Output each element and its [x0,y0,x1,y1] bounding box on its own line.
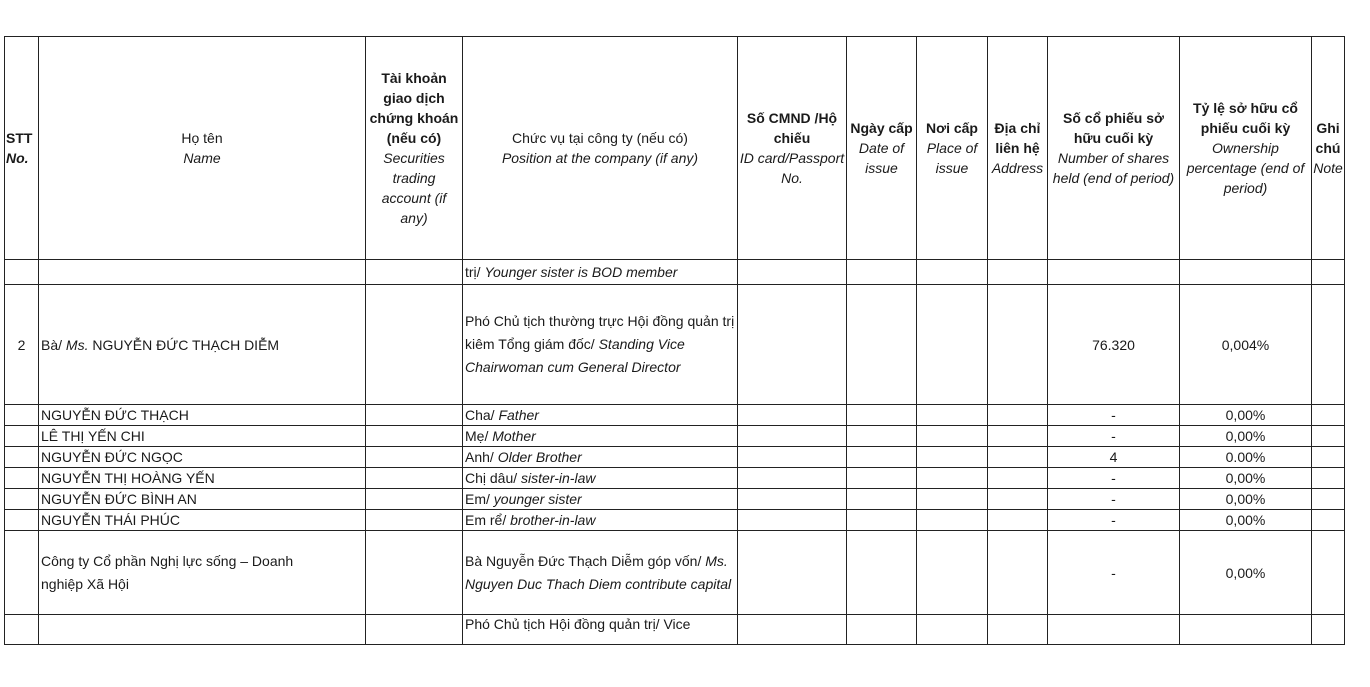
name-cell: LÊ THỊ YẾN CHI [39,426,366,447]
position-cell: Cha/ Father [463,405,738,426]
header-account: Tài khoản giao dịch chứng khoán (nếu có) Securities trading account (if any) [366,37,463,260]
shares-cell: - [1048,531,1180,615]
ratio-cell: 0.00% [1180,447,1312,468]
ratio-cell: 0,004% [1180,285,1312,405]
header-date: Ngày cấp Date of issue [847,37,917,260]
table-row [5,447,1345,468]
shares-cell: 76.320 [1048,285,1180,405]
ratio-cell: 0,00% [1180,468,1312,489]
table-row [5,531,1345,615]
table-row [5,260,1345,285]
name-cell: Công ty Cổ phần Nghị lực sống – Doanh nghiệp Xã Hội [39,531,366,615]
shares-cell: - [1048,426,1180,447]
shares-cell: - [1048,468,1180,489]
header-name: Họ tên Name [39,37,366,260]
header-id: Số CMND /Hộ chiếu ID card/Passport No. [738,37,847,260]
position-cell: Phó Chủ tịch thường trực Hội đồng quản trị kiêm Tổng giám đốc/ Standing Vice Chairwoman cum General Director [463,285,738,405]
ratio-cell: 0,00% [1180,510,1312,531]
name-cell: NGUYỄN ĐỨC NGỌC [39,447,366,468]
header-place: Nơi cấp Place of issue [917,37,988,260]
position-cell: Mẹ/ Mother [463,426,738,447]
position-cell: Bà Nguyễn Đức Thạch Diễm góp vốn/ Ms. Nguyen Duc Thach Diem contribute capital [463,531,738,615]
ratio-cell: 0,00% [1180,489,1312,510]
header-shares: Số cổ phiếu sở hữu cuối kỳ Number of shares held (end of period) [1048,37,1180,260]
table-row [5,405,1345,426]
position-cell: Anh/ Older Brother [463,447,738,468]
position-cell: Phó Chủ tịch Hội đồng quản trị/ Vice [463,615,738,645]
page-top-edge [0,0,1370,10]
table-row [5,489,1345,510]
table-row [5,468,1345,489]
position-cell: Chị dâu/ sister-in-law [463,468,738,489]
header-position: Chức vụ tại công ty (nếu có) Position at the company (if any) [463,37,738,260]
ratio-cell: 0,00% [1180,426,1312,447]
name-cell: NGUYỄN ĐỨC BÌNH AN [39,489,366,510]
name-cell: Bà/ Ms. NGUYỄN ĐỨC THẠCH DIỄM [39,285,366,405]
shares-cell: 4 [1048,447,1180,468]
header-stt: STT No. [5,37,39,260]
header-ratio: Tỷ lệ sở hữu cổ phiếu cuối kỳ Ownership percentage (end of period) [1180,37,1312,260]
position-cell: Em/ younger sister [463,489,738,510]
table-row [5,510,1345,531]
position-cell: trị/ Younger sister is BOD member [463,260,738,285]
header-row [5,37,1345,260]
position-cell: Em rể/ brother-in-law [463,510,738,531]
stt-cell: 2 [5,285,39,405]
related-persons-table [4,36,1345,645]
header-note: Ghi chú Note [1312,37,1345,260]
header-address: Địa chỉ liên hệ Address [988,37,1048,260]
shares-cell: - [1048,489,1180,510]
shares-cell: - [1048,510,1180,531]
table-row [5,615,1345,645]
name-cell: NGUYỄN THỊ HOÀNG YẾN [39,468,366,489]
ratio-cell: 0,00% [1180,405,1312,426]
table-row [5,426,1345,447]
name-cell: NGUYỄN ĐỨC THẠCH [39,405,366,426]
ratio-cell: 0,00% [1180,531,1312,615]
shares-cell: - [1048,405,1180,426]
name-cell: NGUYỄN THÁI PHÚC [39,510,366,531]
table-row [5,285,1345,405]
